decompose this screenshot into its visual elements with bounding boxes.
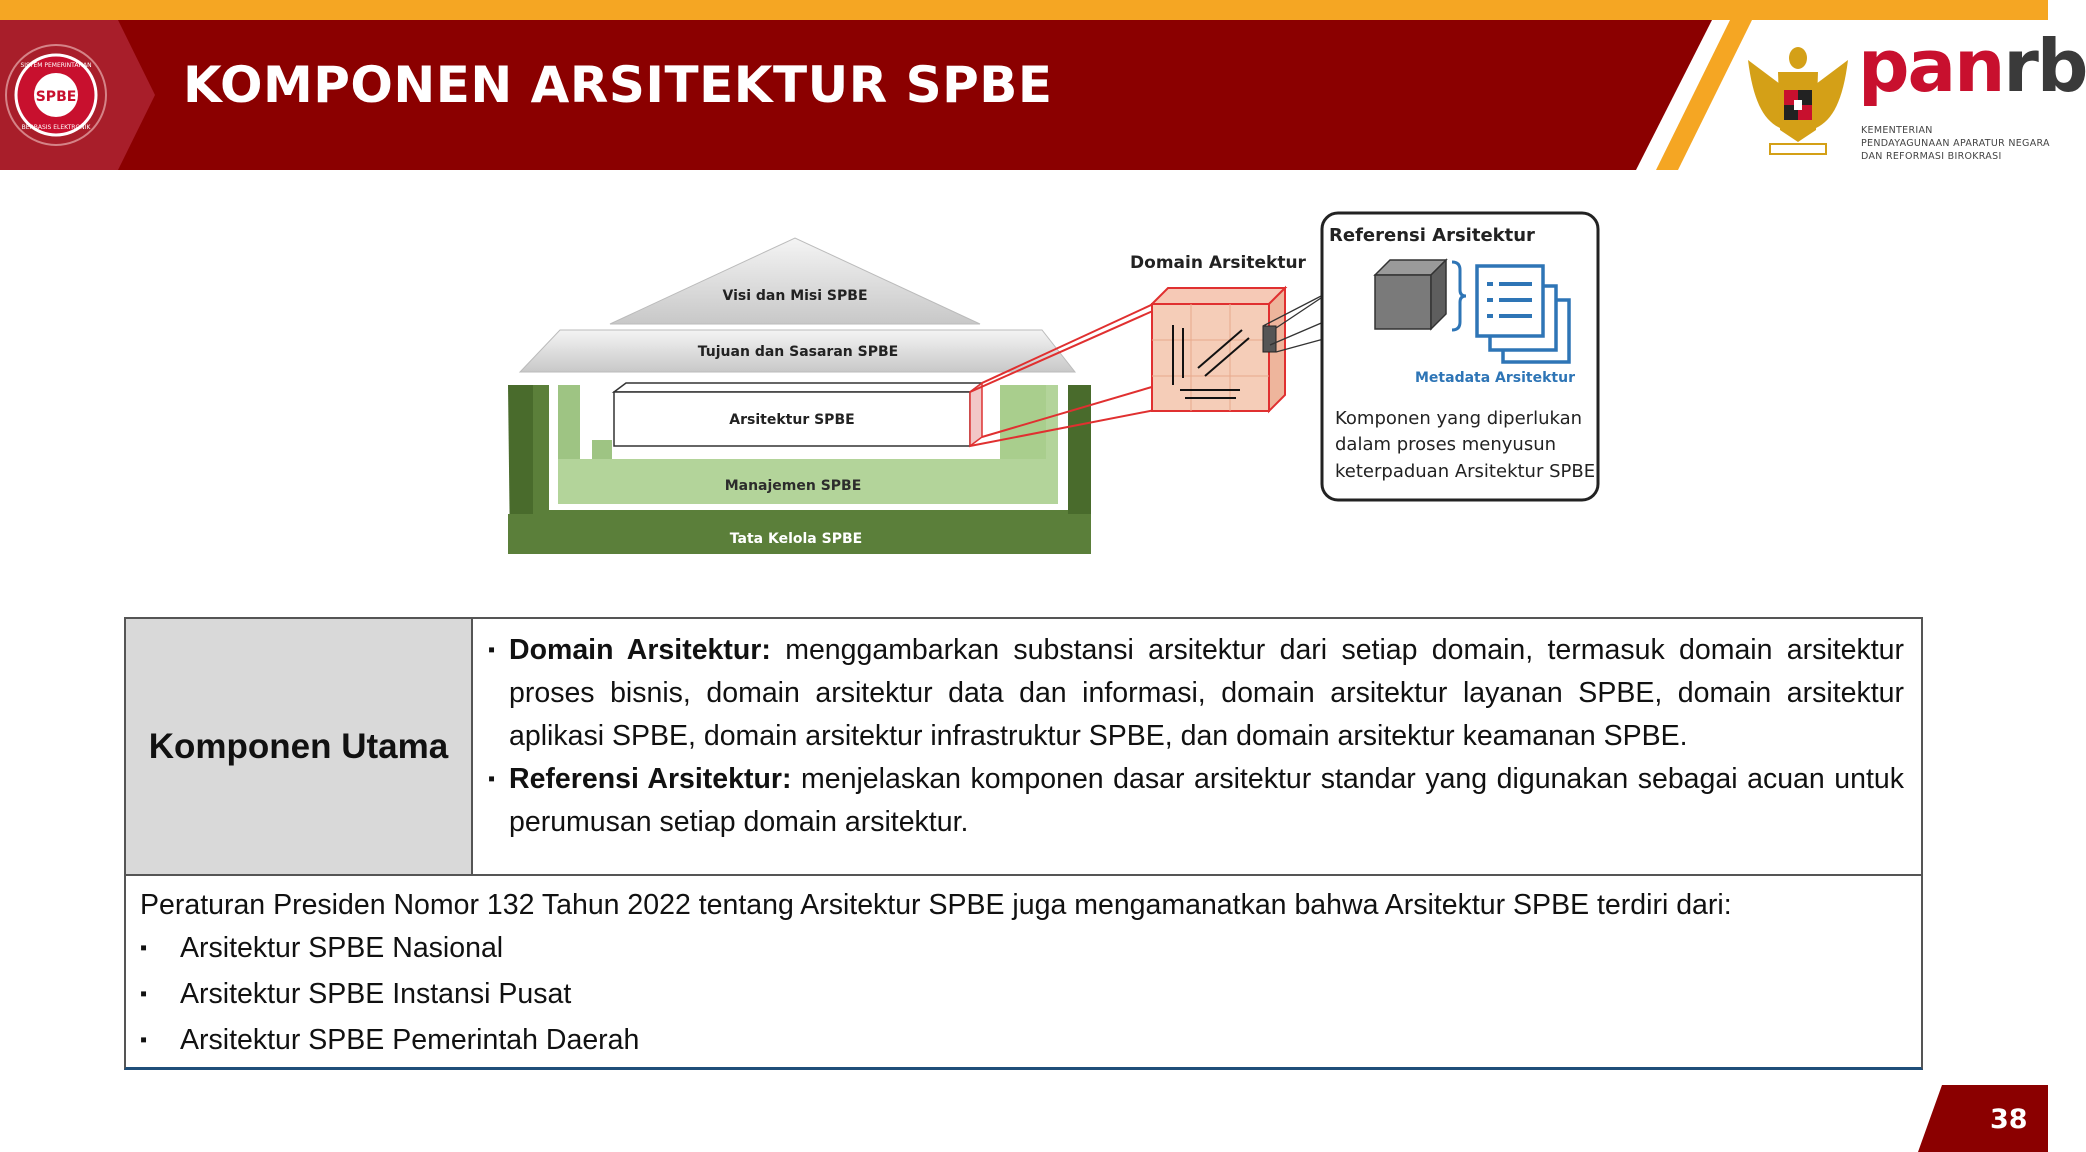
list-item: ▪ Arsitektur SPBE Nasional: [140, 925, 1910, 971]
svg-text:keterpaduan Arsitektur SPBE: keterpaduan Arsitektur SPBE: [1335, 461, 1596, 482]
seal-center-text: SPBE: [35, 89, 77, 105]
page-number: 38: [1990, 1104, 2028, 1135]
description-item-reference: ▪ Referensi Arsitektur: menjelaskan komponen dasar arsitektur standar yang digunakan sebagai acuan untuk perumusan setiap domain arsitektur.: [488, 758, 1904, 844]
panrb-wordmark: panrb: [1858, 24, 2086, 108]
regulation-section: [140, 885, 1910, 1063]
list-item: ▪ Arsitektur SPBE Pemerintah Daerah: [140, 1017, 1910, 1063]
svg-text:dalam proses menyusun: dalam proses menyusun: [1335, 434, 1557, 455]
svg-text:BERBASIS ELEKTRONIK: BERBASIS ELEKTRONIK: [21, 124, 91, 131]
bullet-icon: ▪: [488, 768, 496, 790]
bullet-icon: ▪: [140, 937, 148, 959]
ministry-name: KEMENTERIAN PENDAYAGUNAAN APARATUR NEGARA DAN REFORMASI BIROKRASI: [1861, 125, 2050, 162]
svg-text:Komponen yang diperlukan: Komponen yang diperlukan: [1335, 408, 1583, 429]
house-roof: [520, 238, 1075, 372]
key-cell: [126, 619, 473, 874]
info-table: [124, 617, 1923, 1070]
bullet-icon: ▪: [140, 1029, 148, 1051]
reference-box: [1322, 213, 1598, 500]
manajemen-label: Manajemen SPBE: [724, 478, 862, 494]
description-cell: [488, 629, 1904, 844]
list-item: ▪ Arsitektur SPBE Instansi Pusat: [140, 971, 1910, 1017]
tujuan-label: Tujuan dan Sasaran SPBE: [697, 344, 899, 360]
key-label: Komponen Utama: [148, 726, 449, 766]
bullet-icon: ▪: [140, 983, 148, 1005]
domain-label: Domain Arsitektur: [1130, 253, 1306, 273]
slide-title: KOMPONEN ARSITEKTUR SPBE: [183, 56, 1053, 114]
arsitektur-core-box: [614, 383, 982, 446]
domain-cube-icon: [1130, 253, 1307, 411]
info-table-top-row: [126, 619, 1921, 876]
projection-lines: [970, 300, 1162, 446]
tata-kelola-label: Tata Kelola SPBE: [729, 531, 863, 547]
reference-box-title: Referensi Arsitektur: [1329, 225, 1535, 246]
svg-text:SISTEM PEMERINTAHAN: SISTEM PEMERINTAHAN: [20, 62, 92, 69]
visi-misi-label: Visi dan Misi SPBE: [722, 288, 868, 304]
regulation-intro: Peraturan Presiden Nomor 132 Tahun 2022 tentang Arsitektur SPBE juga mengamanatkan bahwa Arsitektur SPBE terdiri dari:: [140, 889, 1732, 921]
metadata-label: Metadata Arsitektur: [1415, 370, 1575, 386]
description-item-domain: ▪ Domain Arsitektur: menggambarkan substansi arsitektur dari setiap domain, termasuk domain arsitektur proses bisnis, domain arsitektur data dan informasi, domain arsitektur layanan SPBE, domain arsitektur aplikasi SPBE, domain arsitektur infrastruktur SPBE, dan domain arsitektur keamanan SPBE.: [488, 629, 1904, 758]
arsitektur-core-label: Arsitektur SPBE: [729, 412, 855, 428]
bullet-icon: ▪: [488, 639, 496, 661]
